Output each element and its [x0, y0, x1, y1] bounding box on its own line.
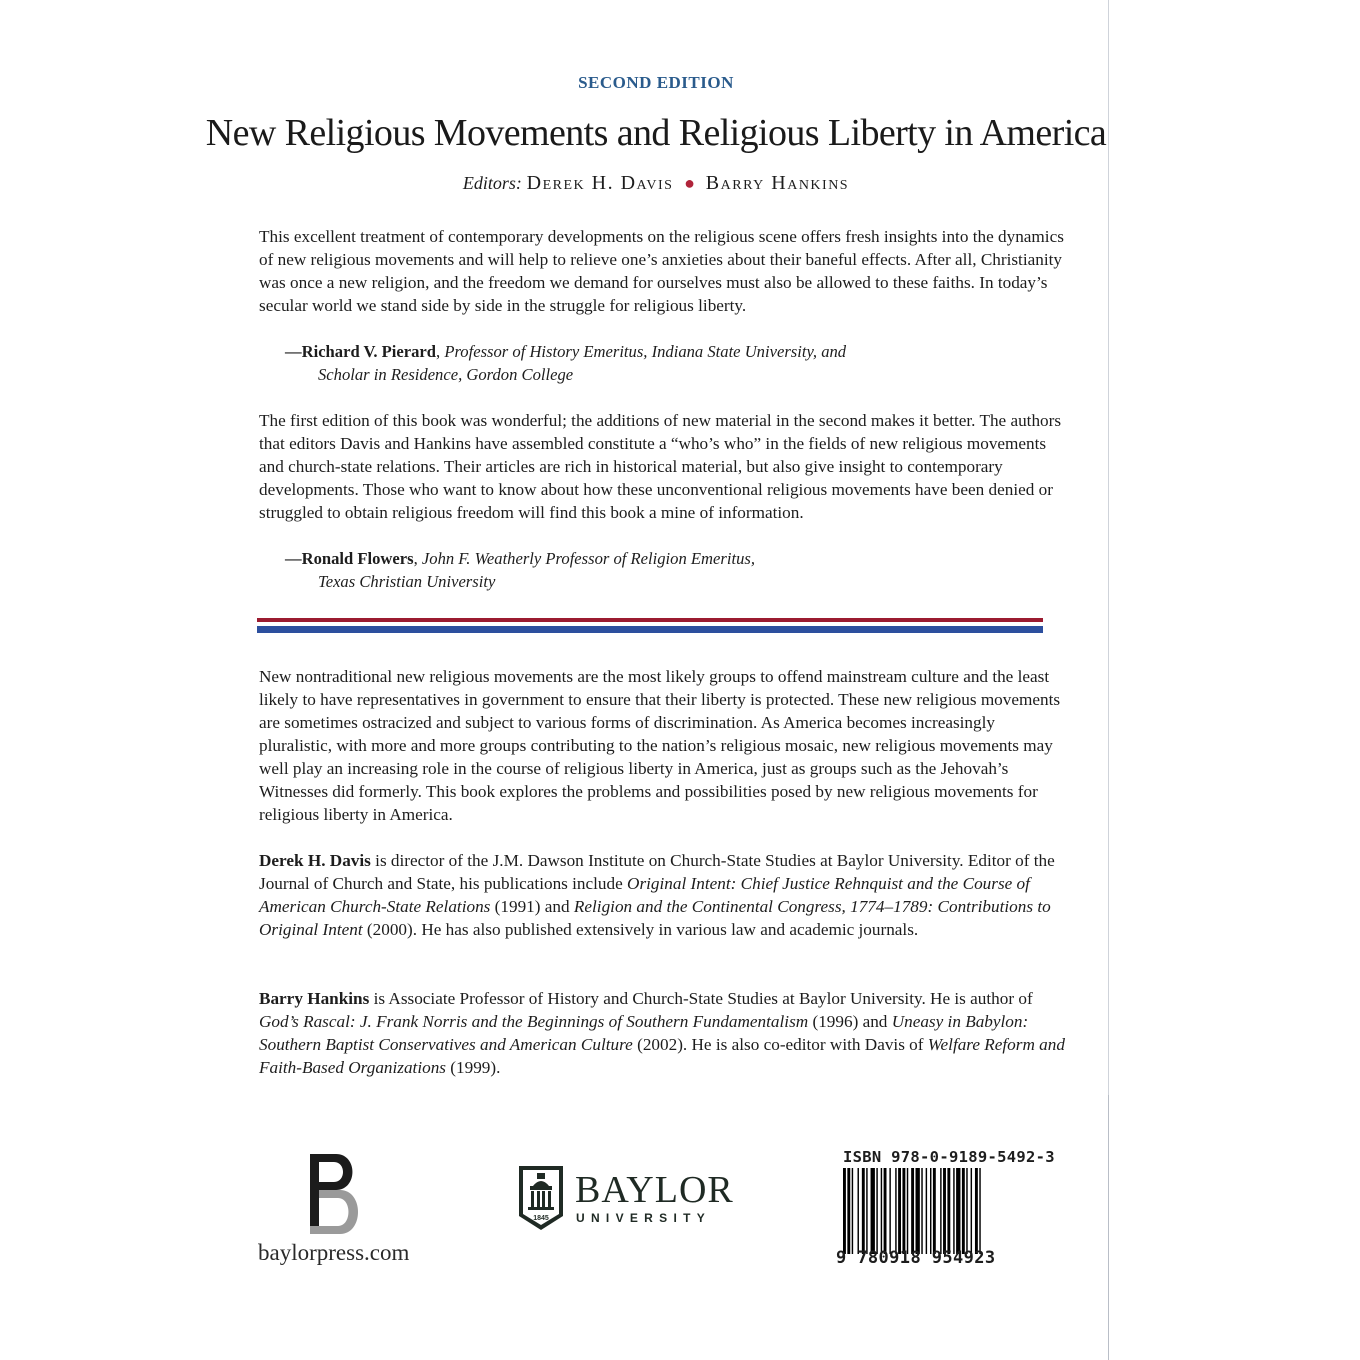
endorsement-text: The first edition of this book was wonderful; the additions of new material in the second makes it better. The authors that editors Davis and Hankins have assembled constitute a “who’s who” in the fields of new religious movements and church-state relations. Their articles are rich in historical material, but also give insight to contemporary developments. Those who want to know about how these unconventional religious movements have been denied or struggled to obtain religious freedom will find this book a mine of information.: [259, 411, 1062, 522]
book-reference: Uneasy in Babylon: Southern Baptist Conservatives and American Culture: [259, 1012, 1029, 1054]
barcode-bar: [930, 1168, 931, 1254]
endorser-affiliation: Professor of History Emeritus, Indiana State University, and: [444, 342, 847, 361]
press-url: baylorpress.com: [258, 1240, 410, 1265]
bio-text: is Associate Professor of History and Church-State Studies at Baylor University. He is author of: [369, 989, 1033, 1008]
baylor-wordmark: BAYLOR: [575, 1169, 734, 1211]
book-title: New Religious Movements and Religious Liberty in America: [205, 112, 1107, 154]
barcode-bar: [884, 1168, 887, 1254]
bio-text: (2000). He has also published extensively in various law and academic journals.: [362, 920, 919, 939]
book-reference: Welfare Reform and Faith-Based Organizations: [259, 1035, 1065, 1077]
endorsement-attribution: —Ronald Flowers, John F. Weatherly Professor of Religion Emeritus, Texas Christian University: [285, 547, 1065, 593]
shield-year: 1845: [533, 1215, 549, 1222]
barcode-bar: [881, 1168, 882, 1254]
editor-name: Derek H. Davis: [526, 172, 674, 194]
endorser-name: —Ronald Flowers: [285, 549, 414, 568]
book-reference: God’s Rascal: J. Frank Norris and the Beginnings of Southern Fundamentalism: [259, 1012, 809, 1031]
isbn-barcode-icon: [843, 1168, 1047, 1254]
isbn-label: ISBN 978-0-9189-5492-3: [843, 1148, 1055, 1166]
barcode-bar: [847, 1168, 850, 1254]
edition-label: SECOND EDITION: [578, 73, 734, 92]
baylor-press-logo-icon: [300, 1150, 370, 1240]
barcode-bar: [953, 1168, 954, 1254]
baylor-university-label: UNIVERSITY: [576, 1211, 712, 1225]
bio-name: Derek H. Davis: [259, 851, 371, 870]
barcode-bar: [962, 1168, 965, 1254]
bio-text: (1996) and: [808, 1012, 892, 1031]
editor-bio-davis: [259, 849, 1069, 941]
endorsement-text: This excellent treatment of contemporary developments on the religious scene offers fresh insights into the dynamics of new religious movements and will help to relieve one’s anxieties about their baneful effects. After all, Christianity was once a new religion, and the freedom we demand for ourselves must also be allowed to these faiths. In today’s secular world we stand side by side in the struggle for religious liberty.: [259, 227, 1064, 315]
bio-text: (1999).: [446, 1058, 501, 1077]
barcode-bar: [889, 1168, 890, 1254]
bio-text: is director of the J.M. Dawson Institute on Church-State Studies at Baylor University. Editor of the Journal of Church and State, his publications include: [259, 851, 1055, 893]
barcode-bar: [871, 1168, 875, 1254]
book-reference: Original Intent: Chief Justice Rehnquist and the Course of American Church-State Relations: [259, 874, 1030, 916]
barcode-bar: [843, 1168, 846, 1254]
bio-text: (2002). He is also co-editor with Davis of: [632, 1035, 928, 1054]
endorser-affiliation-cont: Texas Christian University: [318, 572, 496, 591]
bio-text: (1991) and: [490, 897, 574, 916]
barcode-bar: [933, 1168, 936, 1254]
barcode-bar: [940, 1168, 941, 1254]
barcode-bar: [862, 1168, 865, 1254]
barcode-bar: [902, 1168, 905, 1254]
bullet-separator-icon: ●: [684, 173, 696, 193]
barcode-bar: [898, 1168, 901, 1254]
barcode-bar: [975, 1168, 978, 1254]
divider-red-rule: [257, 618, 1043, 622]
barcode-bar: [907, 1168, 908, 1254]
barcode-bar: [921, 1168, 922, 1254]
barcode-bar: [858, 1168, 859, 1254]
barcode-bar: [926, 1168, 927, 1254]
endorser-name: —Richard V. Pierard: [285, 342, 437, 361]
editor-bio-hankins: [259, 987, 1069, 1079]
endorser-affiliation: John F. Weatherly Professor of Religion Emeritus,: [421, 549, 755, 568]
editor-name: Barry Hankins: [705, 172, 850, 194]
bio-name: Barry Hankins: [259, 989, 370, 1008]
barcode-bar: [979, 1168, 980, 1254]
barcode-bar: [956, 1168, 960, 1254]
book-description: New nontraditional new religious movements are the most likely groups to offend mainstream culture and the least likely to have representatives in government to ensure that their liberty is protected. These new religious movements are sometimes ostracized and subject to various forms of discrimination. As America becomes increasingly pluralistic, with more and more groups contributing to the nation’s religious mosaic, new religious movements may well play an increasing role in the course of religious liberty in America, just as groups such as the Jehovah’s Witnesses did formerly. This book explores the problems and possibilities posed by new religious movements for religious liberty in America.: [259, 667, 1061, 824]
barcode-bar: [971, 1168, 972, 1254]
ean-digits: 9 780918 954923: [836, 1248, 996, 1268]
editors-line: [0, 171, 1312, 196]
barcode-bar: [895, 1168, 896, 1254]
endorsement-attribution: —Richard V. Pierard, Professor of History Emeritus, Indiana State University, and Scholar in Residence, Gordon College: [285, 340, 1065, 386]
baylor-shield-icon: [516, 1158, 566, 1232]
barcode-bar: [947, 1168, 950, 1254]
barcode-bar: [966, 1168, 967, 1254]
book-reference: Religion and the Continental Congress, 1774–1789: Contributions to Original Intent: [259, 897, 1051, 939]
barcode-bar: [852, 1168, 853, 1254]
editors-label: Editors:: [462, 173, 522, 193]
barcode-bar: [911, 1168, 914, 1254]
endorser-affiliation-cont: Scholar in Residence, Gordon College: [318, 365, 574, 384]
divider-blue-rule: [257, 626, 1043, 633]
spine-crop-mark: [1108, 1095, 1109, 1360]
barcode-bar: [943, 1168, 946, 1254]
barcode-bar: [866, 1168, 867, 1254]
barcode-bar: [916, 1168, 920, 1254]
barcode-bar: [876, 1168, 877, 1254]
